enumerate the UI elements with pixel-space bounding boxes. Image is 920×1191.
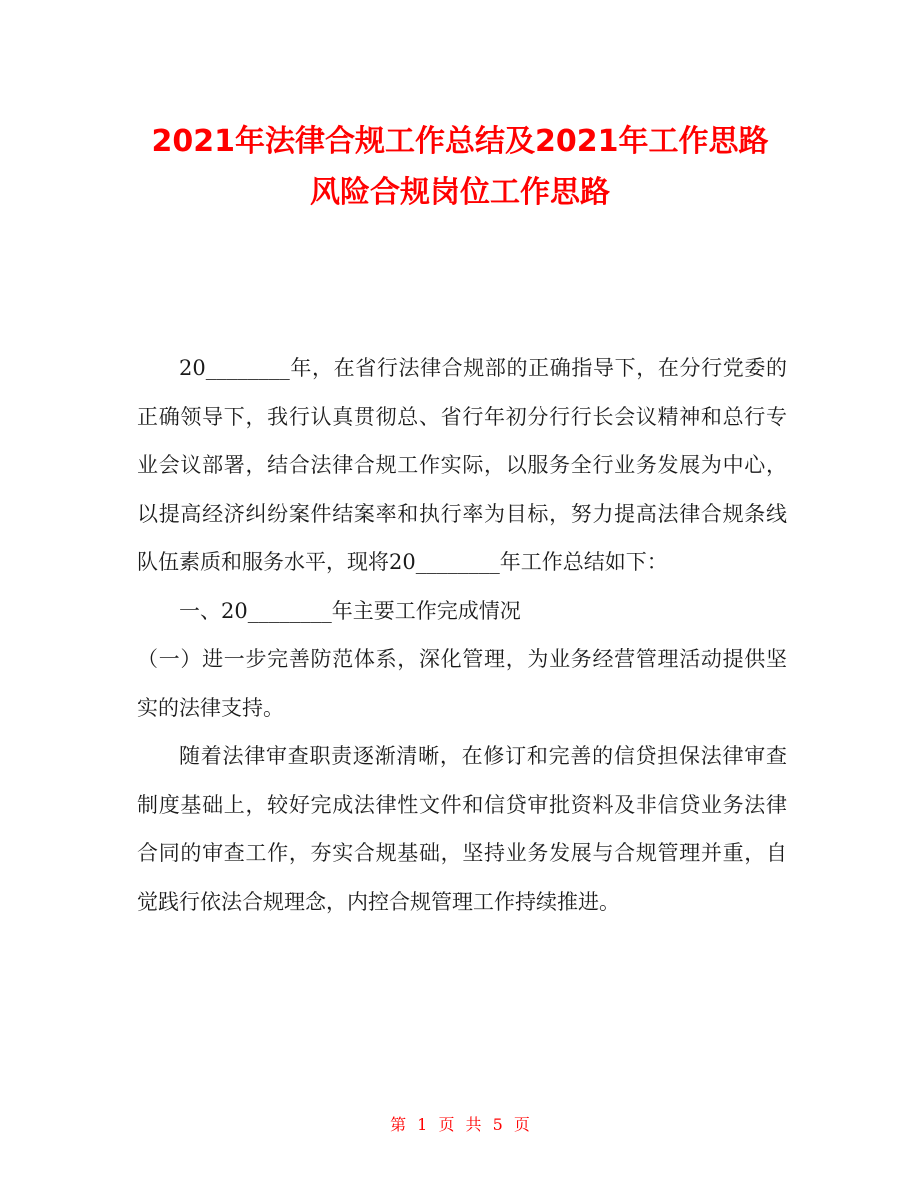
title-line-1: 2021年法律合规工作总结及2021年工作思路 [151,124,769,159]
paragraph-intro: 20________年，在省行法律合规部的正确指导下，在分行党委的正确领导下，我行认真贯彻总、省行年初分行行长会议精神和总行专业会议部署，结合法律合规工作实际，以服务全行业务发展为中心，以提高经济纠纷案件结案率和执行率为目标，努力提高法律合规条线队伍素质和服务水平，现将20________年工作总结如下： [137,356,787,574]
subsection-heading-1: （一）进一步完善防范体系，深化管理，为业务经营管理活动提供坚实的法律支持。 [137,647,787,720]
paragraph-legal-review: 随着法律审查职责逐渐清晰，在修订和完善的信贷担保法律审查制度基础上，较好完成法律性文件和信贷审批资料及非信贷业务法律合同的审查工作，夯实合规基础，坚持业务发展与合规管理并重，自觉践行依法合规理念，内控合规管理工作持续推进。 [137,744,787,914]
title-line-2: 风险合规岗位工作思路 [310,175,610,210]
document-body [137,344,787,926]
page-footer: 第 1 页 共 5 页 [390,1115,530,1134]
section-heading-1: 一、20________年主要工作完成情况 [179,598,521,623]
document-title [0,116,920,218]
